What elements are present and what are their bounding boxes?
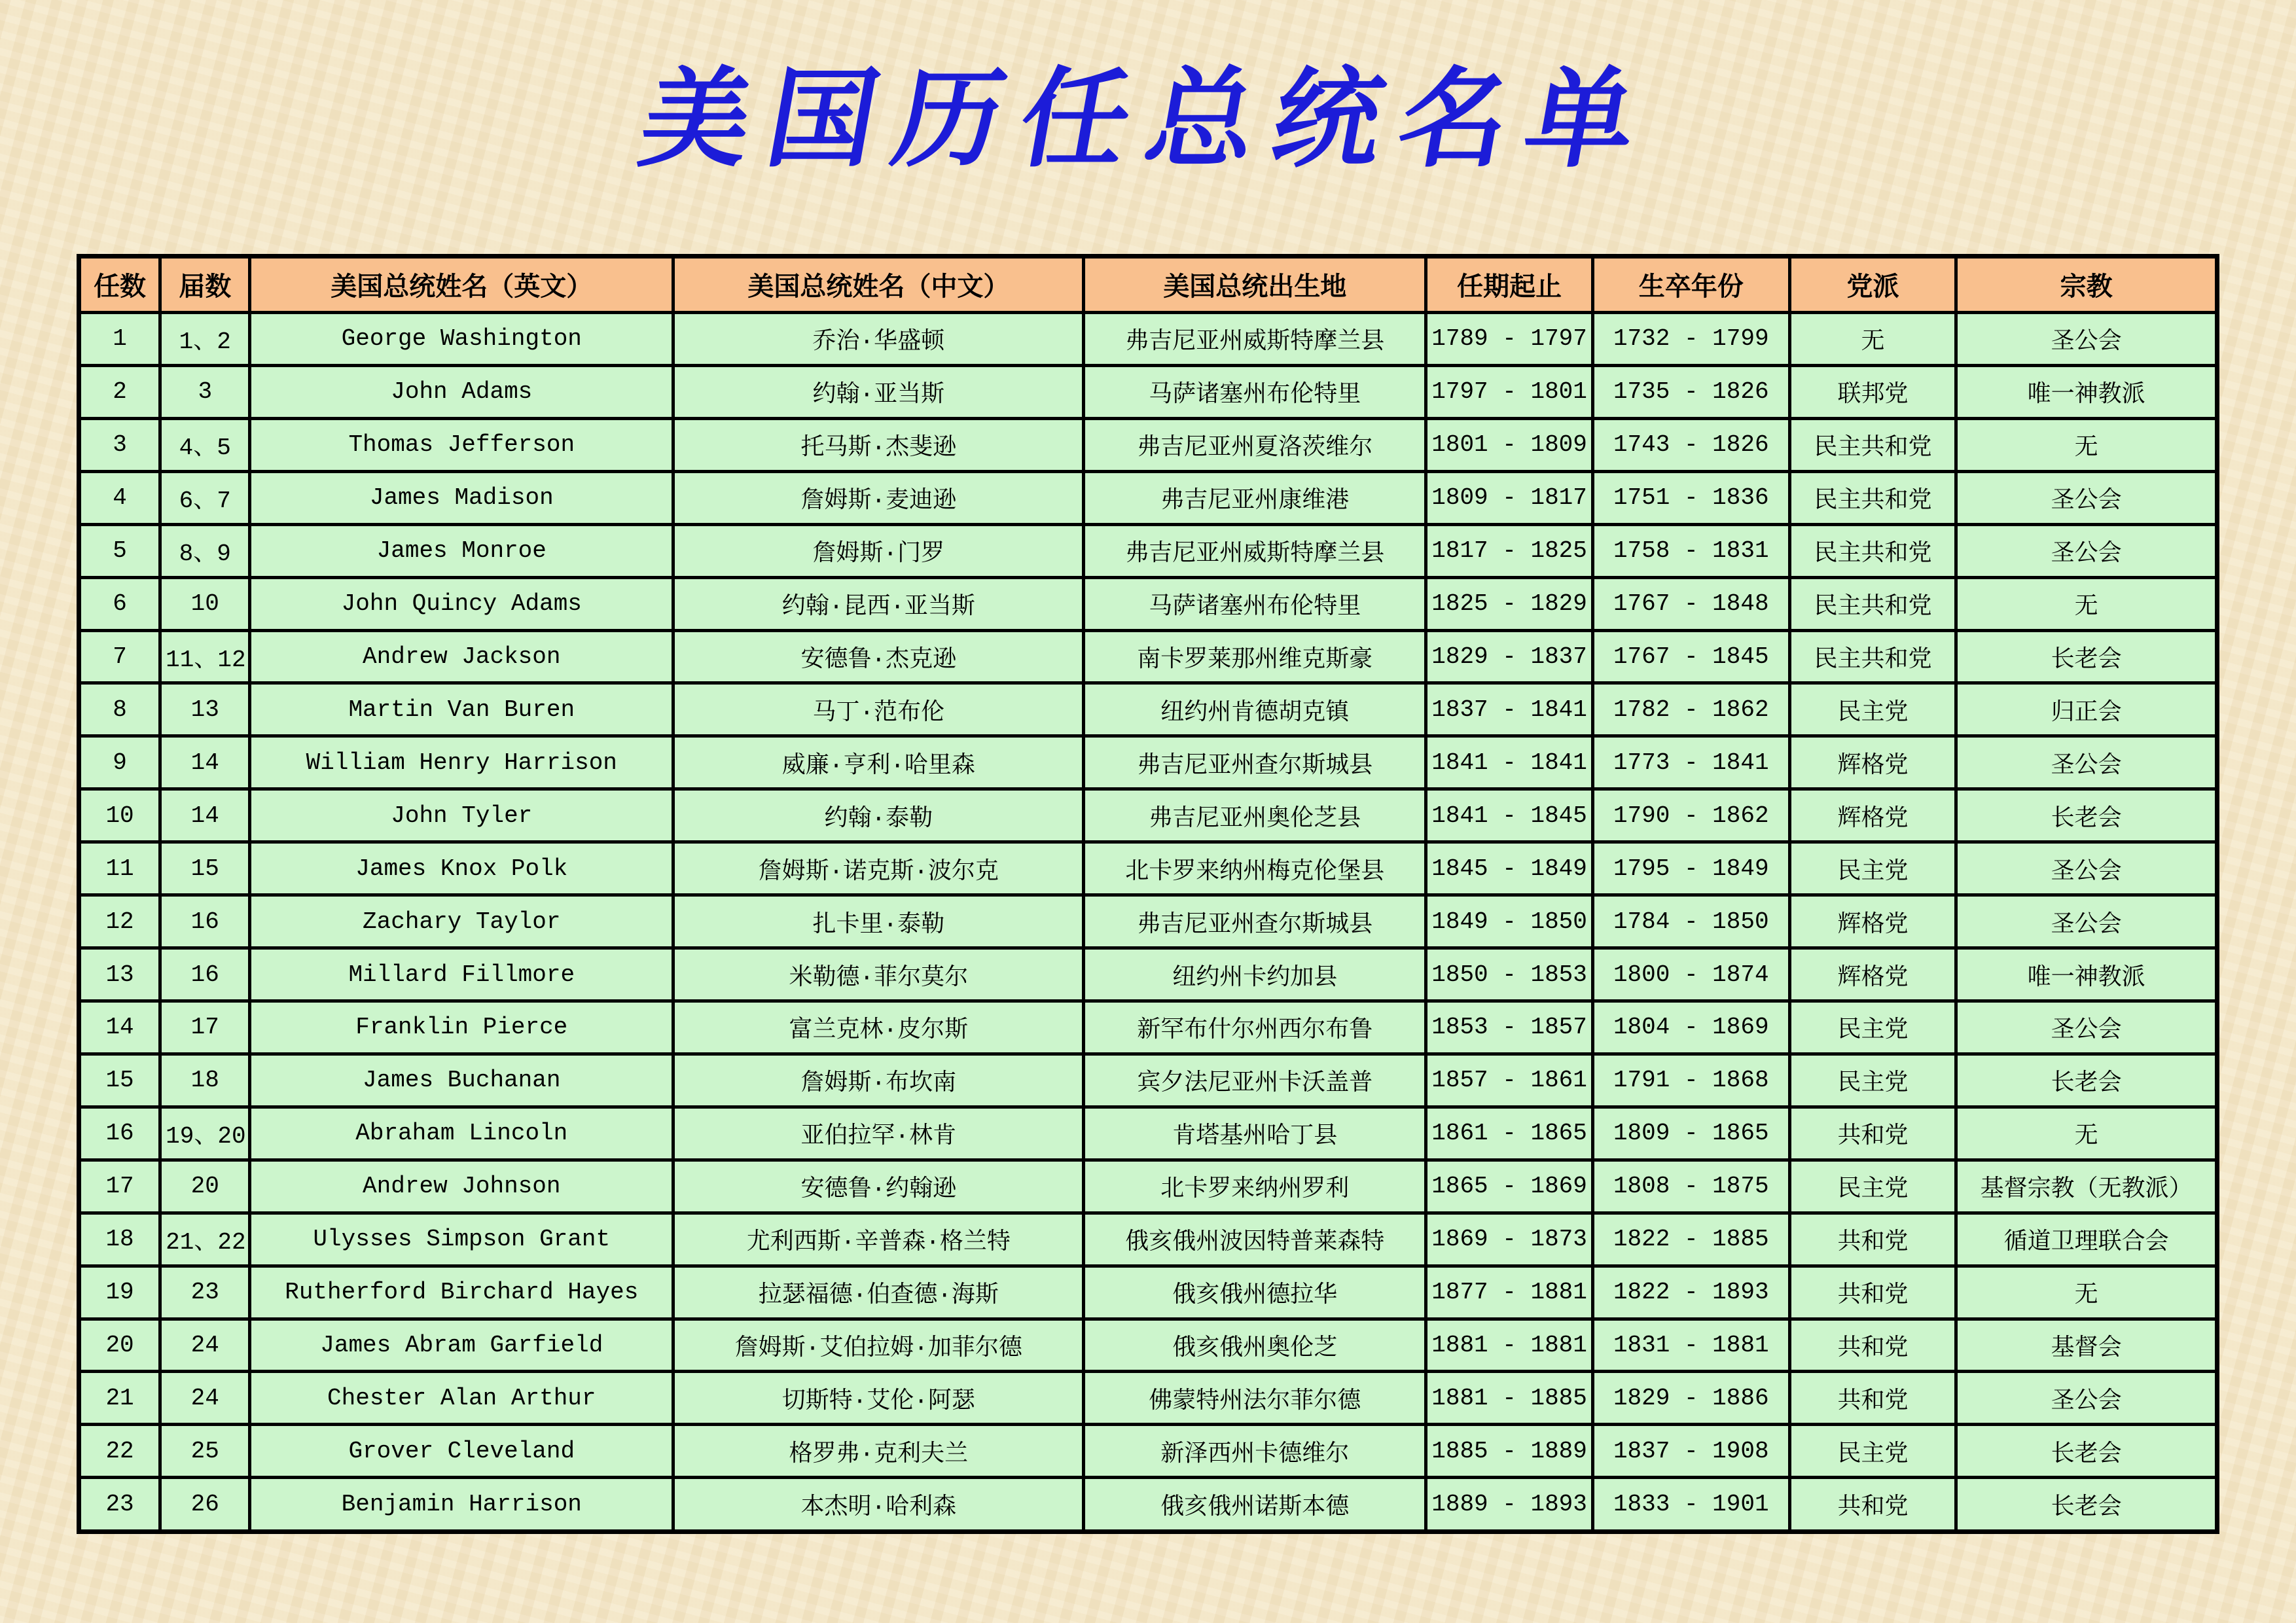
table-cell: John Tyler xyxy=(250,789,673,842)
table-cell: 弗吉尼亚州康维港 xyxy=(1084,471,1426,524)
table-cell: 弗吉尼亚州威斯特摩兰县 xyxy=(1084,524,1426,577)
table-cell: 民主共和党 xyxy=(1789,471,1956,524)
table-cell: 辉格党 xyxy=(1789,895,1956,948)
table-cell: 唯一神教派 xyxy=(1956,365,2217,418)
presidents-table xyxy=(77,254,2219,1534)
table-cell: 19 xyxy=(79,1266,160,1319)
table-cell: 俄亥俄州德拉华 xyxy=(1084,1266,1426,1319)
header-row xyxy=(79,257,2217,313)
table-row xyxy=(79,1319,2217,1372)
table-row xyxy=(79,577,2217,630)
table-cell: 弗吉尼亚州夏洛茨维尔 xyxy=(1084,418,1426,471)
table-cell: 圣公会 xyxy=(1956,524,2217,577)
table-cell: 1809 - 1817 xyxy=(1426,471,1593,524)
table-cell: 1831 - 1881 xyxy=(1592,1319,1789,1372)
header-cell: 美国总统姓名（英文） xyxy=(250,257,673,313)
table-cell: Martin Van Buren xyxy=(250,683,673,736)
table-cell: 8 xyxy=(79,683,160,736)
table-row xyxy=(79,1107,2217,1160)
table-cell: 托马斯·杰斐逊 xyxy=(673,418,1084,471)
table-cell: 1、2 xyxy=(160,313,250,366)
table-cell: 辉格党 xyxy=(1789,736,1956,789)
table-cell: 2 xyxy=(79,365,160,418)
table-cell: 1735 - 1826 xyxy=(1592,365,1789,418)
table-cell: 无 xyxy=(1789,313,1956,366)
table-cell: 民主共和党 xyxy=(1789,577,1956,630)
table-cell: 联邦党 xyxy=(1789,365,1956,418)
table-cell: 20 xyxy=(160,1160,250,1213)
table-cell: Andrew Johnson xyxy=(250,1160,673,1213)
table-cell: 安德鲁·杰克逊 xyxy=(673,630,1084,683)
table-cell: 17 xyxy=(160,1001,250,1054)
table-cell: James Abram Garfield xyxy=(250,1319,673,1372)
table-cell: 辉格党 xyxy=(1789,789,1956,842)
table-cell: 1782 - 1862 xyxy=(1592,683,1789,736)
table-cell: 南卡罗莱那州维克斯豪 xyxy=(1084,630,1426,683)
table-row xyxy=(79,789,2217,842)
table-cell: 纽约州卡约加县 xyxy=(1084,948,1426,1001)
table-cell: 1865 - 1869 xyxy=(1426,1160,1593,1213)
table-cell: 圣公会 xyxy=(1956,471,2217,524)
table-cell: 1790 - 1862 xyxy=(1592,789,1789,842)
table-cell: 22 xyxy=(79,1425,160,1478)
table-cell: 1773 - 1841 xyxy=(1592,736,1789,789)
table-cell: 1829 - 1886 xyxy=(1592,1372,1789,1425)
table-cell: 1767 - 1848 xyxy=(1592,577,1789,630)
table-cell: 弗吉尼亚州查尔斯城县 xyxy=(1084,736,1426,789)
table-cell: 1808 - 1875 xyxy=(1592,1160,1789,1213)
table-cell: 1801 - 1809 xyxy=(1426,418,1593,471)
table-cell: 民主共和党 xyxy=(1789,630,1956,683)
table-cell: 17 xyxy=(79,1160,160,1213)
table-cell: 共和党 xyxy=(1789,1107,1956,1160)
table-cell: 詹姆斯·布坎南 xyxy=(673,1054,1084,1107)
table-cell: 俄亥俄州波因特普莱森特 xyxy=(1084,1213,1426,1266)
table-cell: 16 xyxy=(160,895,250,948)
table-cell: 1849 - 1850 xyxy=(1426,895,1593,948)
table-cell: 本杰明·哈利森 xyxy=(673,1478,1084,1532)
table-cell: 归正会 xyxy=(1956,683,2217,736)
table-cell: Rutherford Birchard Hayes xyxy=(250,1266,673,1319)
table-area xyxy=(77,254,2219,1534)
table-cell: 长老会 xyxy=(1956,789,2217,842)
table-cell: 圣公会 xyxy=(1956,842,2217,895)
table-cell: 5 xyxy=(79,524,160,577)
table-cell: Thomas Jefferson xyxy=(250,418,673,471)
table-cell: 1877 - 1881 xyxy=(1426,1266,1593,1319)
table-cell: 乔治·华盛顿 xyxy=(673,313,1084,366)
table-cell: 16 xyxy=(79,1107,160,1160)
table-cell: 弗吉尼亚州奥伦芝县 xyxy=(1084,789,1426,842)
table-cell: 1732 - 1799 xyxy=(1592,313,1789,366)
table-cell: 14 xyxy=(160,736,250,789)
table-cell: 21 xyxy=(79,1372,160,1425)
table-row xyxy=(79,313,2217,366)
table-cell: Andrew Jackson xyxy=(250,630,673,683)
table-cell: 约翰·亚当斯 xyxy=(673,365,1084,418)
table-cell: 共和党 xyxy=(1789,1266,1956,1319)
table-cell: 约翰·昆西·亚当斯 xyxy=(673,577,1084,630)
table-cell: 共和党 xyxy=(1789,1372,1956,1425)
table-cell: 1837 - 1908 xyxy=(1592,1425,1789,1478)
table-cell: 11 xyxy=(79,842,160,895)
table-cell: 弗吉尼亚州威斯特摩兰县 xyxy=(1084,313,1426,366)
table-cell: 马丁·范布伦 xyxy=(673,683,1084,736)
table-cell: 1784 - 1850 xyxy=(1592,895,1789,948)
table-cell: 8、9 xyxy=(160,524,250,577)
table-cell: 拉瑟福德·伯查德·海斯 xyxy=(673,1266,1084,1319)
table-cell: 1841 - 1845 xyxy=(1426,789,1593,842)
table-cell: 宾夕法尼亚州卡沃盖普 xyxy=(1084,1054,1426,1107)
table-cell: 圣公会 xyxy=(1956,895,2217,948)
table-cell: John Adams xyxy=(250,365,673,418)
table-cell: 长老会 xyxy=(1956,1478,2217,1532)
table-cell: 1804 - 1869 xyxy=(1592,1001,1789,1054)
table-cell: 圣公会 xyxy=(1956,1001,2217,1054)
table-cell: 基督会 xyxy=(1956,1319,2217,1372)
table-row xyxy=(79,1372,2217,1425)
table-cell: 1800 - 1874 xyxy=(1592,948,1789,1001)
table-cell: 1841 - 1841 xyxy=(1426,736,1593,789)
table-cell: 民主党 xyxy=(1789,1160,1956,1213)
table-body xyxy=(79,313,2217,1532)
table-cell: 格罗弗·克利夫兰 xyxy=(673,1425,1084,1478)
table-cell: 民主党 xyxy=(1789,1054,1956,1107)
table-row xyxy=(79,1425,2217,1478)
table-cell: 1881 - 1881 xyxy=(1426,1319,1593,1372)
table-cell: Millard Fillmore xyxy=(250,948,673,1001)
header-cell: 届数 xyxy=(160,257,250,313)
table-cell: 共和党 xyxy=(1789,1319,1956,1372)
table-cell: Ulysses Simpson Grant xyxy=(250,1213,673,1266)
table-cell: 约翰·泰勒 xyxy=(673,789,1084,842)
table-cell: 10 xyxy=(160,577,250,630)
table-cell: William Henry Harrison xyxy=(250,736,673,789)
table-row xyxy=(79,1266,2217,1319)
table-cell: 1881 - 1885 xyxy=(1426,1372,1593,1425)
table-cell: 13 xyxy=(160,683,250,736)
header-cell: 美国总统姓名（中文） xyxy=(673,257,1084,313)
table-cell: 民主党 xyxy=(1789,1001,1956,1054)
table-cell: 民主党 xyxy=(1789,1425,1956,1478)
table-row xyxy=(79,1213,2217,1266)
table-cell: 1861 - 1865 xyxy=(1426,1107,1593,1160)
table-cell: 共和党 xyxy=(1789,1478,1956,1532)
table-cell: 1869 - 1873 xyxy=(1426,1213,1593,1266)
table-cell: 7 xyxy=(79,630,160,683)
page-title: 美国历任总统名单 xyxy=(631,55,1665,182)
table-cell: 15 xyxy=(79,1054,160,1107)
table-cell: 切斯特·艾伦·阿瑟 xyxy=(673,1372,1084,1425)
table-cell: 民主党 xyxy=(1789,683,1956,736)
table-cell: 无 xyxy=(1956,418,2217,471)
table-cell: 1857 - 1861 xyxy=(1426,1054,1593,1107)
table-cell: Abraham Lincoln xyxy=(250,1107,673,1160)
table-cell: 无 xyxy=(1956,1107,2217,1160)
table-cell: James Knox Polk xyxy=(250,842,673,895)
table-cell: 肯塔基州哈丁县 xyxy=(1084,1107,1426,1160)
table-cell: 1789 - 1797 xyxy=(1426,313,1593,366)
table-cell: 1822 - 1893 xyxy=(1592,1266,1789,1319)
table-cell: 1850 - 1853 xyxy=(1426,948,1593,1001)
table-cell: 1797 - 1801 xyxy=(1426,365,1593,418)
table-cell: 6 xyxy=(79,577,160,630)
header-cell: 任数 xyxy=(79,257,160,313)
table-cell: Benjamin Harrison xyxy=(250,1478,673,1532)
table-cell: 23 xyxy=(160,1266,250,1319)
table-cell: 1751 - 1836 xyxy=(1592,471,1789,524)
table-cell: 14 xyxy=(160,789,250,842)
table-cell: 米勒德·菲尔莫尔 xyxy=(673,948,1084,1001)
table-cell: 24 xyxy=(160,1319,250,1372)
table-cell: 詹姆斯·诺克斯·波尔克 xyxy=(673,842,1084,895)
table-cell: 新罕布什尔州西尔布鲁 xyxy=(1084,1001,1426,1054)
header-cell: 美国总统出生地 xyxy=(1084,257,1426,313)
table-row xyxy=(79,1478,2217,1532)
table-cell: 民主党 xyxy=(1789,842,1956,895)
table-cell: 26 xyxy=(160,1478,250,1532)
table-cell: Zachary Taylor xyxy=(250,895,673,948)
table-cell: 19、20 xyxy=(160,1107,250,1160)
table-cell: 6、7 xyxy=(160,471,250,524)
table-cell: Chester Alan Arthur xyxy=(250,1372,673,1425)
table-row xyxy=(79,365,2217,418)
title-area xyxy=(0,0,2296,203)
table-cell: Franklin Pierce xyxy=(250,1001,673,1054)
table-cell: 纽约州肯德胡克镇 xyxy=(1084,683,1426,736)
table-cell: 1822 - 1885 xyxy=(1592,1213,1789,1266)
table-cell: 马萨诸塞州布伦特里 xyxy=(1084,365,1426,418)
table-cell: 9 xyxy=(79,736,160,789)
table-cell: 20 xyxy=(79,1319,160,1372)
table-cell: 圣公会 xyxy=(1956,313,2217,366)
table-cell: 4 xyxy=(79,471,160,524)
table-cell: 15 xyxy=(160,842,250,895)
table-cell: 詹姆斯·麦迪逊 xyxy=(673,471,1084,524)
table-cell: 16 xyxy=(160,948,250,1001)
table-cell: James Buchanan xyxy=(250,1054,673,1107)
table-cell: 1795 - 1849 xyxy=(1592,842,1789,895)
table-cell: 循道卫理联合会 xyxy=(1956,1213,2217,1266)
table-row xyxy=(79,1054,2217,1107)
table-row xyxy=(79,1160,2217,1213)
table-cell: 18 xyxy=(79,1213,160,1266)
table-cell: Grover Cleveland xyxy=(250,1425,673,1478)
table-cell: 10 xyxy=(79,789,160,842)
table-cell: 民主共和党 xyxy=(1789,418,1956,471)
table-cell: 4、5 xyxy=(160,418,250,471)
table-cell: George Washington xyxy=(250,313,673,366)
table-cell: 1767 - 1845 xyxy=(1592,630,1789,683)
table-cell: 23 xyxy=(79,1478,160,1532)
header-cell: 任期起止 xyxy=(1426,257,1593,313)
table-cell: 民主共和党 xyxy=(1789,524,1956,577)
header-cell: 宗教 xyxy=(1956,257,2217,313)
table-cell: 1837 - 1841 xyxy=(1426,683,1593,736)
table-cell: 1 xyxy=(79,313,160,366)
table-cell: 安德鲁·约翰逊 xyxy=(673,1160,1084,1213)
table-cell: 亚伯拉罕·林肯 xyxy=(673,1107,1084,1160)
table-cell: 北卡罗来纳州罗利 xyxy=(1084,1160,1426,1213)
table-cell: 1845 - 1849 xyxy=(1426,842,1593,895)
table-cell: 1758 - 1831 xyxy=(1592,524,1789,577)
table-row xyxy=(79,524,2217,577)
table-cell: 1825 - 1829 xyxy=(1426,577,1593,630)
table-cell: 21、22 xyxy=(160,1213,250,1266)
table-row xyxy=(79,736,2217,789)
table-cell: 长老会 xyxy=(1956,1425,2217,1478)
table-cell: 1809 - 1865 xyxy=(1592,1107,1789,1160)
table-cell: 唯一神教派 xyxy=(1956,948,2217,1001)
table-cell: 辉格党 xyxy=(1789,948,1956,1001)
table-cell: 威廉·亨利·哈里森 xyxy=(673,736,1084,789)
table-row xyxy=(79,842,2217,895)
table-cell: 基督宗教（无教派） xyxy=(1956,1160,2217,1213)
table-cell: 无 xyxy=(1956,577,2217,630)
table-cell: 俄亥俄州奥伦芝 xyxy=(1084,1319,1426,1372)
table-cell: James Madison xyxy=(250,471,673,524)
table-cell: 无 xyxy=(1956,1266,2217,1319)
table-cell: 1889 - 1893 xyxy=(1426,1478,1593,1532)
table-cell: John Quincy Adams xyxy=(250,577,673,630)
table-row xyxy=(79,418,2217,471)
table-cell: 1817 - 1825 xyxy=(1426,524,1593,577)
header-cell: 党派 xyxy=(1789,257,1956,313)
table-cell: James Monroe xyxy=(250,524,673,577)
table-cell: 14 xyxy=(79,1001,160,1054)
table-cell: 圣公会 xyxy=(1956,1372,2217,1425)
table-cell: 扎卡里·泰勒 xyxy=(673,895,1084,948)
table-cell: 詹姆斯·门罗 xyxy=(673,524,1084,577)
table-cell: 3 xyxy=(79,418,160,471)
table-row xyxy=(79,948,2217,1001)
table-cell: 长老会 xyxy=(1956,630,2217,683)
table-cell: 12 xyxy=(79,895,160,948)
table-cell: 马萨诸塞州布伦特里 xyxy=(1084,577,1426,630)
table-cell: 佛蒙特州法尔菲尔德 xyxy=(1084,1372,1426,1425)
table-cell: 尤利西斯·辛普森·格兰特 xyxy=(673,1213,1084,1266)
table-cell: 13 xyxy=(79,948,160,1001)
table-cell: 18 xyxy=(160,1054,250,1107)
table-cell: 詹姆斯·艾伯拉姆·加菲尔德 xyxy=(673,1319,1084,1372)
table-cell: 圣公会 xyxy=(1956,736,2217,789)
table-cell: 俄亥俄州诺斯本德 xyxy=(1084,1478,1426,1532)
table-cell: 1791 - 1868 xyxy=(1592,1054,1789,1107)
table-cell: 25 xyxy=(160,1425,250,1478)
table-row xyxy=(79,471,2217,524)
table-cell: 新泽西州卡德维尔 xyxy=(1084,1425,1426,1478)
table-cell: 1885 - 1889 xyxy=(1426,1425,1593,1478)
table-cell: 弗吉尼亚州查尔斯城县 xyxy=(1084,895,1426,948)
table-row xyxy=(79,630,2217,683)
table-cell: 24 xyxy=(160,1372,250,1425)
table-row xyxy=(79,1001,2217,1054)
table-cell: 1833 - 1901 xyxy=(1592,1478,1789,1532)
table-cell: 1743 - 1826 xyxy=(1592,418,1789,471)
table-cell: 1829 - 1837 xyxy=(1426,630,1593,683)
table-cell: 富兰克林·皮尔斯 xyxy=(673,1001,1084,1054)
table-cell: 1853 - 1857 xyxy=(1426,1001,1593,1054)
table-row xyxy=(79,683,2217,736)
table-cell: 共和党 xyxy=(1789,1213,1956,1266)
table-cell: 北卡罗来纳州梅克伦堡县 xyxy=(1084,842,1426,895)
table-cell: 长老会 xyxy=(1956,1054,2217,1107)
table-cell: 3 xyxy=(160,365,250,418)
header-cell: 生卒年份 xyxy=(1592,257,1789,313)
table-cell: 11、12 xyxy=(160,630,250,683)
table-row xyxy=(79,895,2217,948)
